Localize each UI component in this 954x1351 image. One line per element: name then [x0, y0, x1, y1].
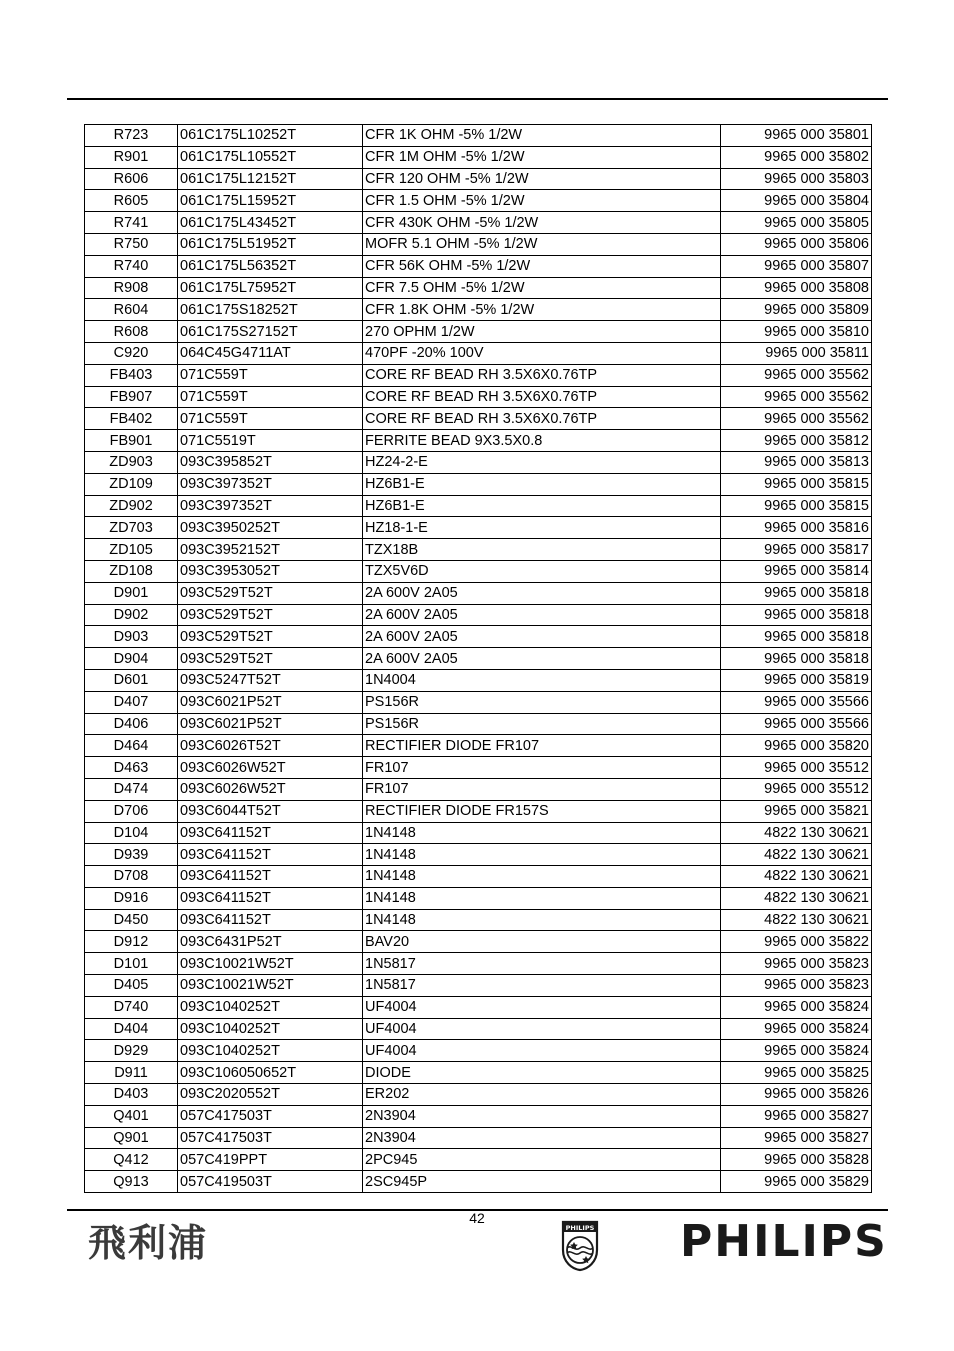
description-cell: 470PF -20% 100V	[363, 342, 721, 364]
service-code-cell: 9965 000 35562	[721, 408, 872, 430]
service-code-cell: 9965 000 35827	[721, 1127, 872, 1149]
service-code-cell: 9965 000 35818	[721, 604, 872, 626]
ref-designator-cell: D904	[85, 648, 178, 670]
table-row	[85, 321, 872, 343]
description-cell: ER202	[363, 1084, 721, 1106]
parts-list-body	[85, 125, 872, 1193]
description-cell: CORE RF BEAD RH 3.5X6X0.76TP	[363, 408, 721, 430]
ref-designator-cell: D939	[85, 844, 178, 866]
part-code-cell: 061C175L75952T	[178, 277, 363, 299]
part-code-cell: 093C1040252T	[178, 996, 363, 1018]
service-code-cell: 9965 000 35807	[721, 255, 872, 277]
service-code-cell: 9965 000 35824	[721, 1018, 872, 1040]
philips-wordmark-logo: PHILIPS	[680, 1216, 888, 1267]
table-row	[85, 800, 872, 822]
part-code-cell: 093C3952152T	[178, 539, 363, 561]
description-cell: 1N4148	[363, 822, 721, 844]
part-code-cell: 093C6026W52T	[178, 757, 363, 779]
ref-designator-cell: ZD105	[85, 539, 178, 561]
table-row	[85, 757, 872, 779]
description-cell: 1N5817	[363, 975, 721, 997]
table-row	[85, 430, 872, 452]
service-code-cell: 9965 000 35811	[721, 342, 872, 364]
service-code-cell: 4822 130 30621	[721, 866, 872, 888]
service-code-cell: 9965 000 35802	[721, 146, 872, 168]
description-cell: 2A 600V 2A05	[363, 648, 721, 670]
ref-designator-cell: R608	[85, 321, 178, 343]
part-code-cell: 093C529T52T	[178, 648, 363, 670]
table-row	[85, 517, 872, 539]
description-cell: UF4004	[363, 1018, 721, 1040]
part-code-cell: 093C6021P52T	[178, 713, 363, 735]
table-row	[85, 495, 872, 517]
shield-label: PHILIPS	[565, 1224, 595, 1232]
part-code-cell: 093C397352T	[178, 473, 363, 495]
part-code-cell: 061C175S27152T	[178, 321, 363, 343]
description-cell: CFR 7.5 OHM -5% 1/2W	[363, 277, 721, 299]
part-code-cell: 093C106050652T	[178, 1062, 363, 1084]
ref-designator-cell: D902	[85, 604, 178, 626]
description-cell: CORE RF BEAD RH 3.5X6X0.76TP	[363, 364, 721, 386]
table-row	[85, 233, 872, 255]
table-row	[85, 648, 872, 670]
service-code-cell: 9965 000 35824	[721, 996, 872, 1018]
service-code-cell: 9965 000 35818	[721, 582, 872, 604]
ref-designator-cell: D403	[85, 1084, 178, 1106]
ref-designator-cell: ZD903	[85, 451, 178, 473]
part-code-cell: 093C6021P52T	[178, 691, 363, 713]
part-code-cell: 093C6026T52T	[178, 735, 363, 757]
part-code-cell: 071C5519T	[178, 430, 363, 452]
ref-designator-cell: D464	[85, 735, 178, 757]
description-cell: PS156R	[363, 713, 721, 735]
description-cell: HZ24-2-E	[363, 451, 721, 473]
table-row	[85, 451, 872, 473]
ref-designator-cell: Q901	[85, 1127, 178, 1149]
table-row	[85, 277, 872, 299]
ref-designator-cell: D601	[85, 669, 178, 691]
table-row	[85, 1084, 872, 1106]
ref-designator-cell: Q412	[85, 1149, 178, 1171]
part-code-cell: 093C6431P52T	[178, 931, 363, 953]
ref-designator-cell: D708	[85, 866, 178, 888]
service-code-cell: 9965 000 35562	[721, 364, 872, 386]
service-code-cell: 9965 000 35813	[721, 451, 872, 473]
ref-designator-cell: R741	[85, 212, 178, 234]
service-code-cell: 9965 000 35824	[721, 1040, 872, 1062]
description-cell: CFR 1M OHM -5% 1/2W	[363, 146, 721, 168]
ref-designator-cell: D706	[85, 800, 178, 822]
table-row	[85, 931, 872, 953]
description-cell: DIODE	[363, 1062, 721, 1084]
ref-designator-cell: D404	[85, 1018, 178, 1040]
part-code-cell: 093C6026W52T	[178, 778, 363, 800]
table-row	[85, 691, 872, 713]
description-cell: 270 OPHM 1/2W	[363, 321, 721, 343]
part-code-cell: 061C175L10552T	[178, 146, 363, 168]
service-code-cell: 9965 000 35806	[721, 233, 872, 255]
parts-list-table	[84, 124, 872, 1193]
ref-designator-cell: D405	[85, 975, 178, 997]
ref-designator-cell: D450	[85, 909, 178, 931]
service-code-cell: 9965 000 35809	[721, 299, 872, 321]
service-code-cell: 4822 130 30621	[721, 822, 872, 844]
service-code-cell: 4822 130 30621	[721, 909, 872, 931]
service-code-cell: 9965 000 35827	[721, 1105, 872, 1127]
ref-designator-cell: D929	[85, 1040, 178, 1062]
part-code-cell: 061C175L43452T	[178, 212, 363, 234]
service-code-cell: 9965 000 35820	[721, 735, 872, 757]
ref-designator-cell: R740	[85, 255, 178, 277]
part-code-cell: 093C1040252T	[178, 1040, 363, 1062]
philips-shield-emblem-icon	[560, 1220, 600, 1272]
service-code-cell: 9965 000 35823	[721, 953, 872, 975]
service-code-cell: 9965 000 35817	[721, 539, 872, 561]
part-code-cell: 093C529T52T	[178, 604, 363, 626]
table-row	[85, 844, 872, 866]
description-cell: FR107	[363, 757, 721, 779]
description-cell: UF4004	[363, 1040, 721, 1062]
table-row	[85, 1018, 872, 1040]
part-code-cell: 093C397352T	[178, 495, 363, 517]
ref-designator-cell: D916	[85, 887, 178, 909]
description-cell: HZ18-1-E	[363, 517, 721, 539]
ref-designator-cell: R901	[85, 146, 178, 168]
description-cell: 2SC945P	[363, 1171, 721, 1193]
description-cell: TZX18B	[363, 539, 721, 561]
table-row	[85, 146, 872, 168]
description-cell: RECTIFIER DIODE FR157S	[363, 800, 721, 822]
table-row	[85, 822, 872, 844]
part-code-cell: 093C6044T52T	[178, 800, 363, 822]
part-code-cell: 093C3953052T	[178, 560, 363, 582]
description-cell: 1N4148	[363, 844, 721, 866]
service-code-cell: 9965 000 35562	[721, 386, 872, 408]
part-code-cell: 057C419503T	[178, 1171, 363, 1193]
service-code-cell: 9965 000 35821	[721, 800, 872, 822]
service-code-cell: 4822 130 30621	[721, 887, 872, 909]
part-code-cell: 093C1040252T	[178, 1018, 363, 1040]
part-code-cell: 071C559T	[178, 408, 363, 430]
service-code-cell: 9965 000 35804	[721, 190, 872, 212]
service-code-cell: 9965 000 35822	[721, 931, 872, 953]
table-row	[85, 909, 872, 931]
description-cell: CFR 120 OHM -5% 1/2W	[363, 168, 721, 190]
table-row	[85, 713, 872, 735]
table-row	[85, 582, 872, 604]
part-code-cell: 093C5247T52T	[178, 669, 363, 691]
service-code-cell: 9965 000 35819	[721, 669, 872, 691]
part-code-cell: 061C175S18252T	[178, 299, 363, 321]
description-cell: PS156R	[363, 691, 721, 713]
description-cell: 2N3904	[363, 1127, 721, 1149]
service-code-cell: 9965 000 35815	[721, 473, 872, 495]
table-row	[85, 996, 872, 1018]
table-row	[85, 1105, 872, 1127]
part-code-cell: 093C395852T	[178, 451, 363, 473]
service-code-cell: 9965 000 35808	[721, 277, 872, 299]
part-code-cell: 093C641152T	[178, 822, 363, 844]
service-code-cell: 9965 000 35818	[721, 626, 872, 648]
ref-designator-cell: ZD902	[85, 495, 178, 517]
table-row	[85, 212, 872, 234]
page-number: 42	[469, 1210, 485, 1226]
table-row	[85, 1171, 872, 1193]
ref-designator-cell: D740	[85, 996, 178, 1018]
ref-designator-cell: D406	[85, 713, 178, 735]
ref-designator-cell: D903	[85, 626, 178, 648]
ref-designator-cell: D104	[85, 822, 178, 844]
description-cell: CFR 1.5 OHM -5% 1/2W	[363, 190, 721, 212]
table-row	[85, 342, 872, 364]
part-code-cell: 093C641152T	[178, 909, 363, 931]
description-cell: TZX5V6D	[363, 560, 721, 582]
description-cell: 1N4148	[363, 866, 721, 888]
part-code-cell: 061C175L51952T	[178, 233, 363, 255]
ref-designator-cell: C920	[85, 342, 178, 364]
table-row	[85, 190, 872, 212]
table-row	[85, 866, 872, 888]
ref-designator-cell: FB907	[85, 386, 178, 408]
service-code-cell: 9965 000 35566	[721, 713, 872, 735]
table-row	[85, 975, 872, 997]
description-cell: UF4004	[363, 996, 721, 1018]
part-code-cell: 093C529T52T	[178, 582, 363, 604]
ref-designator-cell: Q401	[85, 1105, 178, 1127]
description-cell: 2A 600V 2A05	[363, 604, 721, 626]
ref-designator-cell: D101	[85, 953, 178, 975]
part-code-cell: 093C10021W52T	[178, 975, 363, 997]
table-row	[85, 1149, 872, 1171]
description-cell: RECTIFIER DIODE FR107	[363, 735, 721, 757]
description-cell: 1N5817	[363, 953, 721, 975]
table-row	[85, 604, 872, 626]
service-code-cell: 9965 000 35826	[721, 1084, 872, 1106]
description-cell: 1N4004	[363, 669, 721, 691]
service-code-cell: 9965 000 35810	[721, 321, 872, 343]
ref-designator-cell: R908	[85, 277, 178, 299]
header-rule	[67, 98, 888, 100]
ref-designator-cell: R604	[85, 299, 178, 321]
ref-designator-cell: R606	[85, 168, 178, 190]
ref-designator-cell: R605	[85, 190, 178, 212]
service-code-cell: 9965 000 35805	[721, 212, 872, 234]
part-code-cell: 093C2020552T	[178, 1084, 363, 1106]
part-code-cell: 064C45G4711AT	[178, 342, 363, 364]
part-code-cell: 093C529T52T	[178, 626, 363, 648]
ref-designator-cell: Q913	[85, 1171, 178, 1193]
part-code-cell: 093C3950252T	[178, 517, 363, 539]
table-row	[85, 168, 872, 190]
description-cell: CFR 1K OHM -5% 1/2W	[363, 125, 721, 147]
part-code-cell: 071C559T	[178, 386, 363, 408]
ref-designator-cell: ZD109	[85, 473, 178, 495]
ref-designator-cell: D901	[85, 582, 178, 604]
service-code-cell: 9965 000 35803	[721, 168, 872, 190]
ref-designator-cell: D912	[85, 931, 178, 953]
part-code-cell: 093C641152T	[178, 887, 363, 909]
description-cell: CFR 1.8K OHM -5% 1/2W	[363, 299, 721, 321]
service-code-cell: 9965 000 35801	[721, 125, 872, 147]
service-code-cell: 9965 000 35512	[721, 757, 872, 779]
ref-designator-cell: D463	[85, 757, 178, 779]
ref-designator-cell: FB402	[85, 408, 178, 430]
service-code-cell: 9965 000 35512	[721, 778, 872, 800]
description-cell: 2N3904	[363, 1105, 721, 1127]
description-cell: CFR 56K OHM -5% 1/2W	[363, 255, 721, 277]
description-cell: 1N4148	[363, 909, 721, 931]
table-row	[85, 125, 872, 147]
service-code-cell: 9965 000 35814	[721, 560, 872, 582]
description-cell: HZ6B1-E	[363, 495, 721, 517]
description-cell: 2A 600V 2A05	[363, 626, 721, 648]
part-code-cell: 093C641152T	[178, 866, 363, 888]
service-code-cell: 4822 130 30621	[721, 844, 872, 866]
table-row	[85, 887, 872, 909]
description-cell: BAV20	[363, 931, 721, 953]
table-row	[85, 1062, 872, 1084]
table-row	[85, 386, 872, 408]
part-code-cell: 071C559T	[178, 364, 363, 386]
description-cell: HZ6B1-E	[363, 473, 721, 495]
part-code-cell: 093C10021W52T	[178, 953, 363, 975]
table-row	[85, 626, 872, 648]
description-cell: 2PC945	[363, 1149, 721, 1171]
ref-designator-cell: D911	[85, 1062, 178, 1084]
description-cell: FERRITE BEAD 9X3.5X0.8	[363, 430, 721, 452]
part-code-cell: 061C175L56352T	[178, 255, 363, 277]
service-code-cell: 9965 000 35825	[721, 1062, 872, 1084]
ref-designator-cell: ZD108	[85, 560, 178, 582]
chinese-brand-logo: 飛利浦	[88, 1221, 209, 1265]
table-row	[85, 408, 872, 430]
ref-designator-cell: R723	[85, 125, 178, 147]
table-row	[85, 669, 872, 691]
description-cell: MOFR 5.1 OHM -5% 1/2W	[363, 233, 721, 255]
part-code-cell: 093C641152T	[178, 844, 363, 866]
table-row	[85, 1040, 872, 1062]
ref-designator-cell: FB403	[85, 364, 178, 386]
part-code-cell: 057C417503T	[178, 1127, 363, 1149]
service-code-cell: 9965 000 35566	[721, 691, 872, 713]
part-code-cell: 057C417503T	[178, 1105, 363, 1127]
ref-designator-cell: R750	[85, 233, 178, 255]
table-row	[85, 473, 872, 495]
service-code-cell: 9965 000 35823	[721, 975, 872, 997]
description-cell: 1N4148	[363, 887, 721, 909]
service-code-cell: 9965 000 35816	[721, 517, 872, 539]
description-cell: 2A 600V 2A05	[363, 582, 721, 604]
ref-designator-cell: FB901	[85, 430, 178, 452]
table-row	[85, 539, 872, 561]
service-code-cell: 9965 000 35829	[721, 1171, 872, 1193]
table-row	[85, 778, 872, 800]
table-row	[85, 735, 872, 757]
table-row	[85, 1127, 872, 1149]
ref-designator-cell: D474	[85, 778, 178, 800]
part-code-cell: 061C175L10252T	[178, 125, 363, 147]
description-cell: CFR 430K OHM -5% 1/2W	[363, 212, 721, 234]
ref-designator-cell: D407	[85, 691, 178, 713]
service-code-cell: 9965 000 35818	[721, 648, 872, 670]
service-code-cell: 9965 000 35828	[721, 1149, 872, 1171]
description-cell: CORE RF BEAD RH 3.5X6X0.76TP	[363, 386, 721, 408]
ref-designator-cell: ZD703	[85, 517, 178, 539]
part-code-cell: 061C175L15952T	[178, 190, 363, 212]
part-code-cell: 061C175L12152T	[178, 168, 363, 190]
service-code-cell: 9965 000 35812	[721, 430, 872, 452]
table-row	[85, 560, 872, 582]
part-code-cell: 057C419PPT	[178, 1149, 363, 1171]
description-cell: FR107	[363, 778, 721, 800]
table-row	[85, 364, 872, 386]
service-code-cell: 9965 000 35815	[721, 495, 872, 517]
table-row	[85, 299, 872, 321]
table-row	[85, 953, 872, 975]
table-row	[85, 255, 872, 277]
